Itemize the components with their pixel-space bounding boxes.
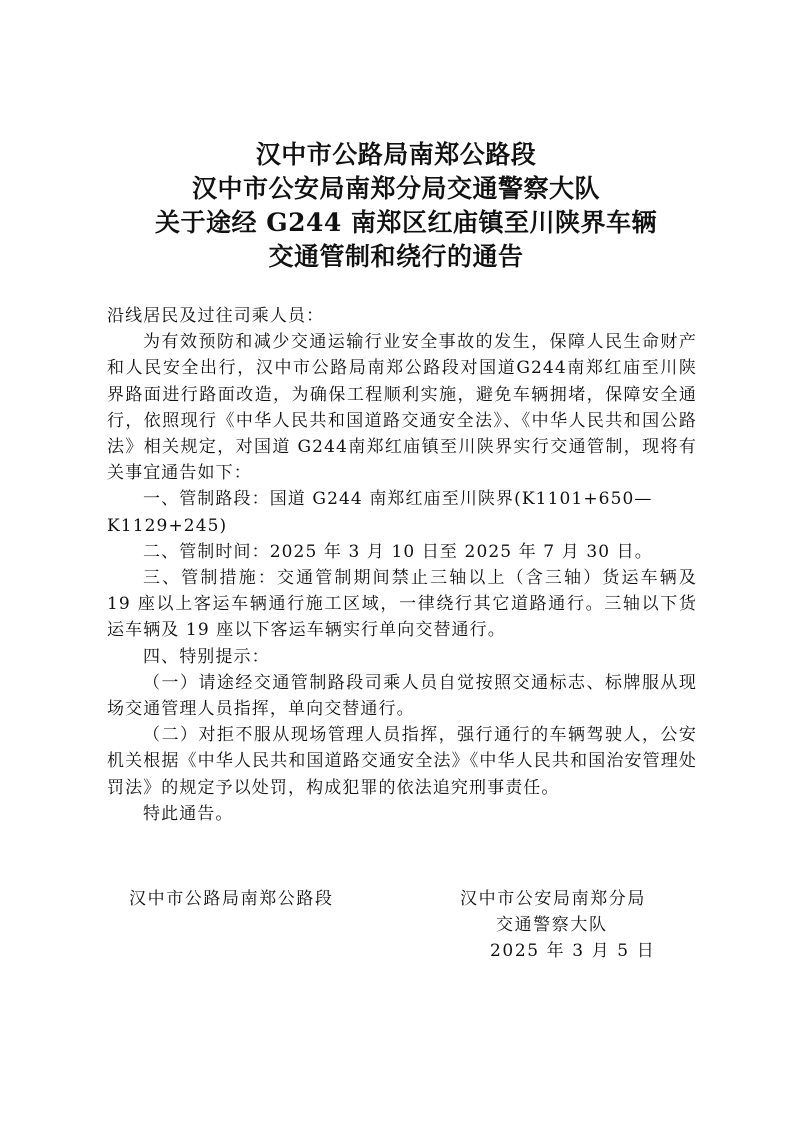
title-line-4: 交通管制和绕行的通告 xyxy=(268,242,524,271)
item-3-control-measures: 三、管制措施：交通管制期间禁止三轴以上（含三轴）货运车辆及 19 座以上客运车辆通行施工区域，一律绕行其它道路通行。三轴以下货运车辆及 19 座以下客运车辆实行单向交替通行。 xyxy=(107,568,697,641)
title-line-2: 汉中市公安局南郑分局交通警察大队 xyxy=(191,174,600,203)
title-line-1: 汉中市公路局南郑公路段 xyxy=(255,140,537,169)
salutation: 沿线居民及过往司乘人员： xyxy=(107,306,325,326)
notice-title xyxy=(0,138,792,274)
signature-left: 汉中市公路局南郑公路段 xyxy=(129,889,334,909)
signature-date: 2025 年 3 月 5 日 xyxy=(490,941,656,961)
notice-body xyxy=(107,303,697,827)
signature-right-line-1: 汉中市公安局南郑分局 xyxy=(460,889,646,909)
item-1-continuation: K1129+245) xyxy=(107,515,228,536)
item-2-control-time: 二、管制时间：2025 年 3 月 10 日至 2025 年 7 月 30 日。 xyxy=(143,541,653,562)
intro-paragraph: 为有效预防和减少交通运输行业安全事故的发生，保障人民生命财产和人民安全出行，汉中市公路局南郑公路段对国道G244南郑红庙至川陕界路面进行路面改造，为确保工程顺利实施，避免车辆拥堵，保障安全通行，依照现行《中华人民共和国道路交通安全法》、《中华人民共和国公路法》相关规定，对国道 G244南郑红庙镇至川陕界实行交通管制，现将有关事宜通告如下： xyxy=(107,332,697,484)
item-4-sub-2: （二）对拒不服从现场管理人员指挥，强行通行的车辆驾驶人，公安机关根据《中华人民共和国道路交通安全法》《中华人民共和国治安管理处罚法》的规定予以处罚，构成犯罪的依法追究刑事责任。 xyxy=(107,725,697,798)
closing-line: 特此通告。 xyxy=(143,803,234,824)
item-1-controlled-section xyxy=(107,486,697,512)
item-4-special-notice: 四、特别提示： xyxy=(143,646,270,667)
item-4-sub-1: （一）请途经交通管制路段司乘人员自觉按照交通标志、标牌服从现场交通管理人员指挥，单向交替通行。 xyxy=(107,672,697,720)
signature-right-line-2: 交通警察大队 xyxy=(496,915,608,935)
signature-right xyxy=(453,886,683,964)
item-1-line-1: 一、管制路段：国道 G244 南郑红庙至川陕界(K1101+650— xyxy=(143,489,653,510)
title-line-3: 关于途经 G244 南郑区红庙镇至川陕界车辆 xyxy=(155,208,657,237)
